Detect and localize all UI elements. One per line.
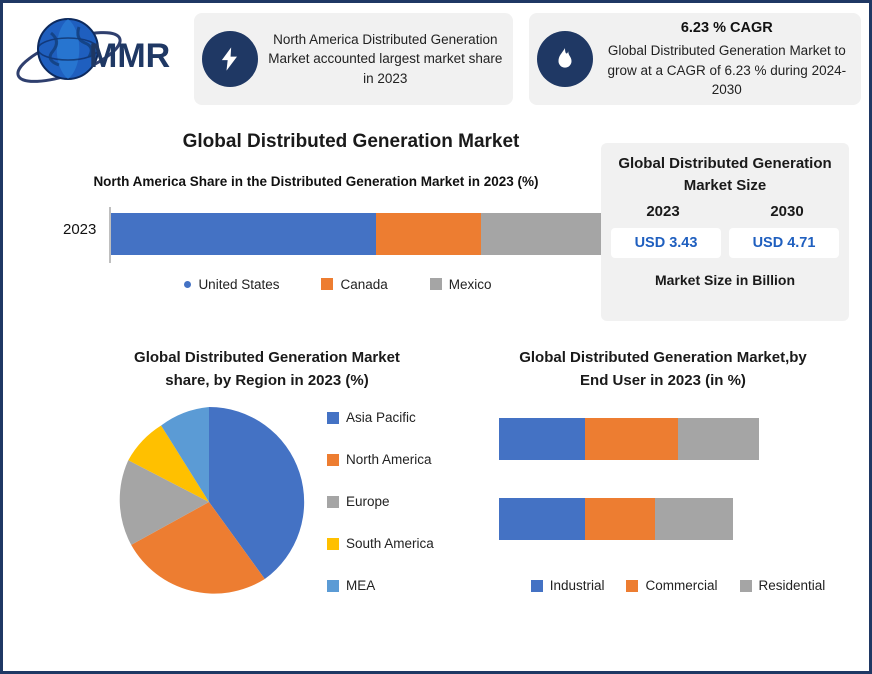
- legend-swatch-us: [184, 281, 191, 288]
- na-legend-item-canada: [321, 277, 387, 292]
- na-bar-segment-us: [111, 213, 376, 255]
- eu-row2-segment-industrial: [499, 498, 585, 540]
- header-card-2-body: [603, 18, 851, 100]
- page-title: Global Distributed Generation Market: [182, 131, 520, 152]
- market-size-year-2: 2030: [770, 202, 804, 220]
- eu-legend-item-commercial: [626, 578, 717, 593]
- pie-legend-item-north-america: [327, 452, 434, 467]
- legend-swatch-north-america: [327, 454, 339, 466]
- bolt-icon: [202, 31, 258, 87]
- pie-chart-title: Global Distributed Generation Market share, by Region in 2023 (%): [134, 349, 400, 389]
- end-user-bar-chart: [493, 347, 863, 593]
- pie-legend-label-asia-pacific: Asia Pacific: [346, 410, 416, 425]
- market-size-value-1: USD 3.43: [611, 228, 721, 258]
- eu-bar-row-2: [499, 498, 863, 540]
- eu-row1-segment-residential: [678, 418, 759, 460]
- legend-swatch-mea: [327, 580, 339, 592]
- eu-row2-segment-residential: [655, 498, 733, 540]
- na-legend-label-mexico: Mexico: [448, 276, 492, 292]
- pie-legend-label-europe: Europe: [346, 494, 390, 509]
- na-bar-segment-canada: [376, 213, 481, 255]
- svg-text:MMR: MMR: [89, 37, 171, 75]
- na-legend-label-us: United States: [198, 276, 280, 292]
- legend-swatch-industrial: [531, 580, 543, 592]
- eu-legend-label-industrial: Industrial: [549, 578, 605, 593]
- eu-bar-row-1: [499, 418, 863, 460]
- na-bar-segment-mexico: [481, 213, 608, 255]
- market-size-card: [601, 143, 849, 321]
- eu-chart-plot: [493, 418, 863, 540]
- pie-legend-label-north-america: North America: [346, 452, 432, 467]
- pie-legend-item-asia-pacific: [327, 410, 434, 425]
- eu-row1-segment-industrial: [499, 418, 585, 460]
- na-chart-title: North America Share in the Distributed Generation Market in 2023 (%): [93, 174, 539, 189]
- na-legend-item-us: [184, 277, 279, 292]
- market-size-footer: Market Size in Billion: [654, 271, 796, 288]
- legend-swatch-mexico: [430, 278, 442, 290]
- pie-legend-item-mea: [327, 578, 434, 593]
- market-size-years: [601, 203, 849, 220]
- pie-legend-item-europe: [327, 494, 434, 509]
- na-legend-item-mexico: [430, 277, 492, 292]
- eu-legend: [493, 578, 863, 593]
- pie-legend-label-mea: MEA: [346, 578, 376, 593]
- na-stacked-bar: [111, 213, 608, 255]
- eu-row1-segment-commercial: [585, 418, 678, 460]
- legend-swatch-europe: [327, 496, 339, 508]
- header-card-1-text: North America Distributed Generation Market accounted largest market share in 2023: [268, 31, 503, 86]
- flame-icon: [537, 31, 593, 87]
- eu-legend-item-industrial: [531, 578, 605, 593]
- na-legend: [63, 277, 593, 292]
- market-size-year-1: 2023: [646, 202, 680, 220]
- legend-swatch-canada: [321, 278, 333, 290]
- pie-chart-plot: [95, 402, 495, 612]
- pie-legend-item-south-america: [327, 536, 434, 551]
- header: [11, 9, 861, 121]
- header-card-2-text: Global Distributed Generation Market to grow at a CAGR of 6.23 % during 2024-2030: [607, 43, 847, 98]
- market-size-value-2: USD 4.71: [729, 228, 839, 258]
- eu-legend-label-commercial: Commercial: [645, 578, 718, 593]
- pie-legend-label-south-america: South America: [346, 536, 434, 551]
- header-card-market-share: [194, 13, 513, 105]
- na-legend-label-canada: Canada: [340, 276, 388, 292]
- mmr-wordmark: [11, 9, 186, 109]
- market-size-title: Global Distributed Generation Market Size: [618, 155, 832, 194]
- mmr-logo: [11, 9, 186, 109]
- market-size-values: [601, 228, 849, 258]
- pie-legend: [327, 410, 434, 593]
- na-category-label: 2023: [63, 220, 97, 238]
- cagr-value: 6.23 % CAGR: [680, 20, 773, 37]
- eu-chart-title: Global Distributed Generation Market,by End User in 2023 (in %): [519, 349, 807, 389]
- region-share-pie-chart: [95, 347, 495, 612]
- eu-row2-segment-commercial: [585, 498, 655, 540]
- eu-legend-label-residential: Residential: [758, 578, 826, 593]
- eu-legend-item-residential: [740, 578, 826, 593]
- legend-swatch-commercial: [626, 580, 638, 592]
- header-card-cagr: [529, 13, 861, 105]
- pie-svg: [109, 402, 309, 602]
- legend-swatch-residential: [740, 580, 752, 592]
- north-america-share-chart: [63, 171, 593, 292]
- legend-swatch-south-america: [327, 538, 339, 550]
- legend-swatch-asia-pacific: [327, 412, 339, 424]
- na-chart-plot: [63, 203, 593, 267]
